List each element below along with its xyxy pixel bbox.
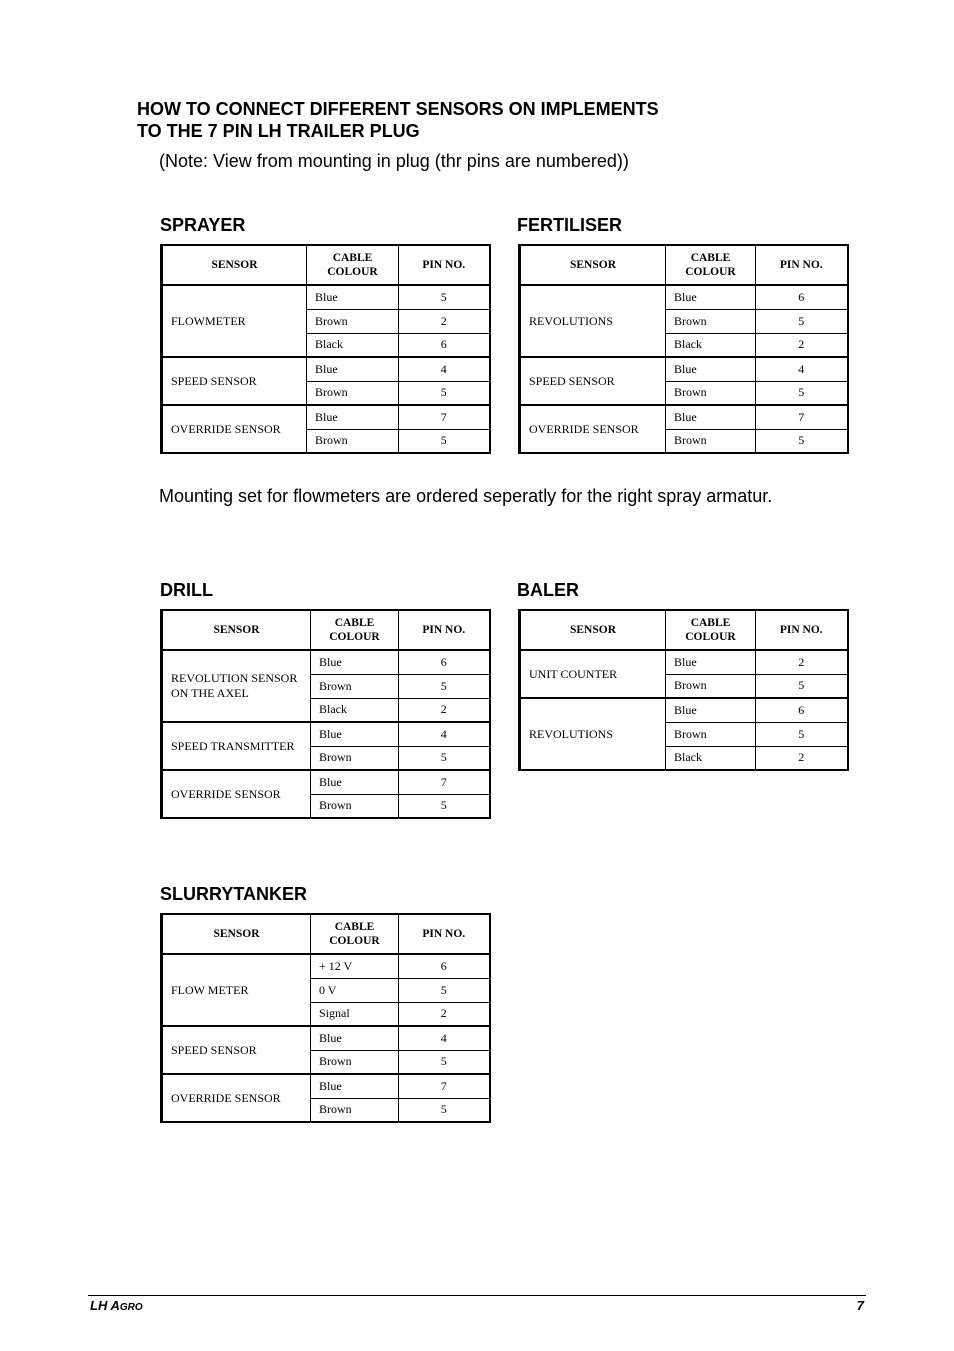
header-sensor: SENSOR — [520, 610, 666, 650]
cable-colour-cell: Brown — [311, 746, 399, 770]
pin-number-cell: 7 — [399, 1074, 490, 1098]
header-cable-line-1: CABLE — [690, 252, 731, 264]
table-row — [162, 650, 490, 674]
table-row — [162, 357, 490, 381]
header-cable-colour — [307, 245, 399, 285]
table-row — [162, 770, 490, 794]
table-row — [520, 357, 848, 381]
header-cable-line-2: COLOUR — [685, 631, 736, 643]
sensor-name-cell: SPEED SENSOR — [520, 357, 666, 405]
pin-number-cell: 5 — [399, 429, 490, 453]
cable-colour-cell: Black — [666, 746, 756, 770]
cable-colour-cell: Brown — [307, 309, 399, 333]
sensor-name-cell: REVOLUTION SENSOR ON THE AXEL — [162, 650, 311, 722]
table-row — [162, 285, 490, 309]
sprayer-title: SPRAYER — [160, 215, 246, 235]
pin-number-cell: 6 — [756, 285, 848, 309]
header-sensor: SENSOR — [520, 245, 666, 285]
table-row — [520, 650, 848, 674]
cable-colour-cell: Brown — [666, 674, 756, 698]
cable-colour-cell: Blue — [311, 770, 399, 794]
table-row — [162, 405, 490, 429]
pin-number-cell: 5 — [399, 746, 490, 770]
cable-colour-cell: Blue — [311, 722, 399, 746]
footer-divider — [88, 1295, 866, 1296]
table-header-row — [520, 610, 848, 650]
cable-colour-cell: Brown — [666, 381, 756, 405]
cable-colour-cell: Brown — [311, 674, 399, 698]
table-row — [162, 1026, 490, 1050]
sensor-name-cell: SPEED SENSOR — [162, 357, 307, 405]
header-cable-line-2: COLOUR — [329, 935, 380, 947]
pin-number-cell: 2 — [399, 1002, 490, 1026]
cable-colour-cell: 0 V — [311, 978, 399, 1002]
header-cable-line-1: CABLE — [334, 921, 375, 933]
fertiliser-title: FERTILISER — [517, 215, 623, 235]
page-title-line-2: TO THE 7 PIN LH TRAILER PLUG — [137, 121, 420, 141]
pin-number-cell: 5 — [756, 381, 848, 405]
baler-table — [518, 609, 849, 771]
drill-title: DRILL — [160, 580, 213, 600]
pin-number-cell: 2 — [399, 698, 490, 722]
pin-number-cell: 5 — [399, 381, 490, 405]
slurrytanker-title: SLURRYTANKER — [160, 884, 307, 904]
pin-number-cell: 6 — [399, 333, 490, 357]
view-note: (Note: View from mounting in plug (thr pins are numbered)) — [159, 151, 629, 171]
sensor-name-cell: OVERRIDE SENSOR — [520, 405, 666, 453]
cable-colour-cell: Blue — [666, 650, 756, 674]
sensor-name-cell: REVOLUTIONS — [520, 698, 666, 770]
pin-number-cell: 6 — [399, 954, 490, 978]
table-row — [162, 1074, 490, 1098]
header-cable-colour — [311, 914, 399, 954]
cable-colour-cell: Black — [666, 333, 756, 357]
sensor-name-cell: REVOLUTIONS — [520, 285, 666, 357]
sensor-name-cell: OVERRIDE SENSOR — [162, 770, 311, 818]
footer-brand — [90, 1298, 143, 1316]
sensor-name-cell: SPEED TRANSMITTER — [162, 722, 311, 770]
pin-number-cell: 5 — [756, 722, 848, 746]
sensor-name-cell: OVERRIDE SENSOR — [162, 405, 307, 453]
sensor-name-cell: SPEED SENSOR — [162, 1026, 311, 1074]
header-pin-no: PIN NO. — [756, 245, 848, 285]
cable-colour-cell: Brown — [311, 1050, 399, 1074]
fertiliser-table — [518, 244, 849, 454]
cable-colour-cell: Brown — [307, 429, 399, 453]
sprayer-table — [160, 244, 491, 454]
header-cable-line-1: CABLE — [334, 617, 375, 629]
header-cable-colour — [666, 610, 756, 650]
footer-brand-main: LH A — [90, 1298, 120, 1313]
page-title-line-1: HOW TO CONNECT DIFFERENT SENSORS ON IMPLEMENTS — [137, 99, 659, 119]
table-row — [162, 954, 490, 978]
cable-colour-cell: Blue — [307, 357, 399, 381]
header-cable-colour — [666, 245, 756, 285]
footer-page-number: 7 — [856, 1298, 864, 1313]
cable-colour-cell: Blue — [311, 650, 399, 674]
cable-colour-cell: + 12 V — [311, 954, 399, 978]
header-cable-colour — [311, 610, 399, 650]
pin-number-cell: 5 — [399, 1050, 490, 1074]
table-header-row — [162, 245, 490, 285]
cable-colour-cell: Blue — [307, 405, 399, 429]
pin-number-cell: 7 — [399, 770, 490, 794]
header-pin-no: PIN NO. — [399, 245, 490, 285]
header-pin-no: PIN NO. — [756, 610, 848, 650]
cable-colour-cell: Blue — [666, 698, 756, 722]
cable-colour-cell: Blue — [666, 405, 756, 429]
page-title — [137, 98, 777, 142]
pin-number-cell: 5 — [399, 1098, 490, 1122]
pin-number-cell: 7 — [756, 405, 848, 429]
header-cable-line-2: COLOUR — [685, 266, 736, 278]
cable-colour-cell: Black — [311, 698, 399, 722]
pin-number-cell: 2 — [756, 650, 848, 674]
cable-colour-cell: Black — [307, 333, 399, 357]
pin-number-cell: 5 — [399, 978, 490, 1002]
pin-number-cell: 4 — [756, 357, 848, 381]
cable-colour-cell: Brown — [311, 794, 399, 818]
pin-number-cell: 4 — [399, 357, 490, 381]
pin-number-cell: 4 — [399, 1026, 490, 1050]
header-pin-no: PIN NO. — [399, 914, 490, 954]
table-header-row — [162, 914, 490, 954]
table-row — [520, 405, 848, 429]
header-sensor: SENSOR — [162, 245, 307, 285]
slurrytanker-table — [160, 913, 491, 1123]
cable-colour-cell: Blue — [311, 1074, 399, 1098]
pin-number-cell: 5 — [756, 309, 848, 333]
mounting-note: Mounting set for flowmeters are ordered seperatly for the right spray armatur. — [159, 486, 773, 506]
cable-colour-cell: Brown — [666, 309, 756, 333]
pin-number-cell: 6 — [399, 650, 490, 674]
pin-number-cell: 2 — [756, 746, 848, 770]
cable-colour-cell: Brown — [666, 722, 756, 746]
pin-number-cell: 5 — [756, 674, 848, 698]
table-row — [520, 698, 848, 722]
pin-number-cell: 5 — [399, 794, 490, 818]
baler-title: BALER — [517, 580, 579, 600]
sensor-name-cell: FLOWMETER — [162, 285, 307, 357]
header-cable-line-2: COLOUR — [329, 631, 380, 643]
cable-colour-cell: Brown — [307, 381, 399, 405]
pin-number-cell: 5 — [399, 674, 490, 698]
cable-colour-cell: Blue — [307, 285, 399, 309]
sensor-name-cell: OVERRIDE SENSOR — [162, 1074, 311, 1122]
header-sensor: SENSOR — [162, 610, 311, 650]
cable-colour-cell: Signal — [311, 1002, 399, 1026]
pin-number-cell: 6 — [756, 698, 848, 722]
cable-colour-cell: Blue — [666, 285, 756, 309]
header-cable-line-1: CABLE — [690, 617, 731, 629]
pin-number-cell: 5 — [756, 429, 848, 453]
sensor-name-cell: FLOW METER — [162, 954, 311, 1026]
cable-colour-cell: Brown — [666, 429, 756, 453]
cable-colour-cell: Brown — [311, 1098, 399, 1122]
header-cable-line-1: CABLE — [332, 252, 373, 264]
header-cable-line-2: COLOUR — [327, 266, 378, 278]
pin-number-cell: 2 — [756, 333, 848, 357]
pin-number-cell: 5 — [399, 285, 490, 309]
pin-number-cell: 7 — [399, 405, 490, 429]
cable-colour-cell: Blue — [666, 357, 756, 381]
cable-colour-cell: Blue — [311, 1026, 399, 1050]
sensor-name-cell: UNIT COUNTER — [520, 650, 666, 698]
pin-number-cell: 4 — [399, 722, 490, 746]
table-header-row — [162, 610, 490, 650]
drill-table — [160, 609, 491, 819]
footer-brand-small: GRO — [119, 1302, 143, 1313]
table-row — [162, 722, 490, 746]
pin-number-cell: 2 — [399, 309, 490, 333]
table-header-row — [520, 245, 848, 285]
header-pin-no: PIN NO. — [399, 610, 490, 650]
table-row — [520, 285, 848, 309]
header-sensor: SENSOR — [162, 914, 311, 954]
